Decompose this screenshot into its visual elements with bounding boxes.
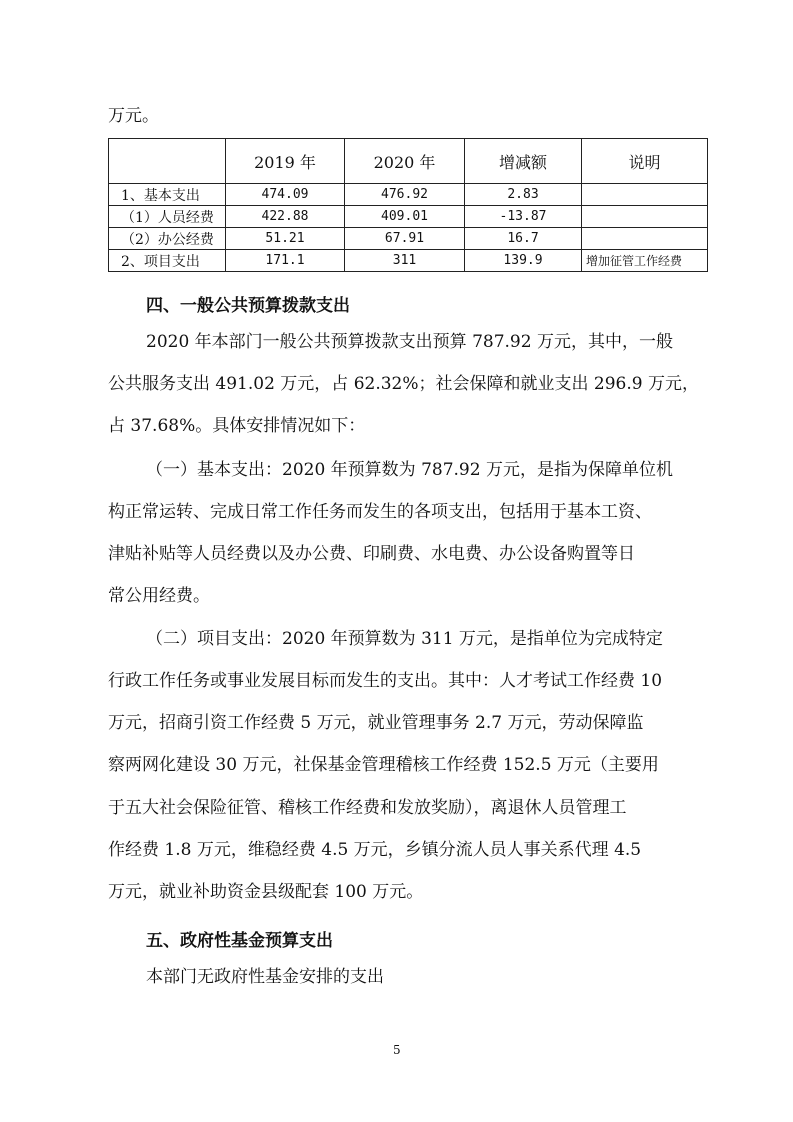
table-cell: 增加征管工作经费 [582, 250, 708, 272]
text-line: 行政工作任务或事业发展目标而发生的支出。其中：人才考试工作经费 10 [108, 671, 663, 691]
table-row [109, 206, 708, 228]
text-line: 本部门无政府性基金安排的支出 [146, 967, 384, 987]
budget-comparison-table [108, 138, 708, 272]
table-row [109, 250, 708, 272]
text-line: 常公用经费。 [108, 586, 210, 606]
text-line: 万元，招商引资工作经费 5 万元，就业管理事务 2.7 万元，劳动保障监 [108, 713, 644, 733]
table-cell: 67.91 [345, 228, 465, 250]
table-cell: 2、项目支出 [109, 250, 226, 272]
table-cell: 474.09 [226, 184, 345, 206]
section-heading: 五、政府性基金预算支出 [146, 931, 333, 951]
table-row [109, 228, 708, 250]
section-heading: 四、一般公共预算拨款支出 [146, 296, 350, 316]
text-line: （二）项目支出：2020 年预算数为 311 万元，是指单位为完成特定 [146, 629, 663, 649]
table-cell: 16.7 [465, 228, 582, 250]
text-line: 于五大社会保险征管、稽核工作经费和发放奖励），离退休人员管理工 [108, 798, 627, 818]
text-line: （一）基本支出：2020 年预算数为 787.92 万元，是指为保障单位机 [146, 460, 673, 480]
table-cell: -13.87 [465, 206, 582, 228]
table-cell [582, 184, 708, 206]
table-cell: 422.88 [226, 206, 345, 228]
table-cell: 311 [345, 250, 465, 272]
table-header-cell: 2020 年 [345, 139, 465, 184]
text-line: 作经费 1.8 万元，维稳经费 4.5 万元，乡镇分流人员人事关系代理 4.5 [108, 840, 642, 860]
text-line: 公共服务支出 491.02 万元，占 62.32%；社会保障和就业支出 296.9 万元， [108, 374, 699, 394]
table-cell: 51.21 [226, 228, 345, 250]
text-line: 察两网化建设 30 万元，社保基金管理稽核工作经费 152.5 万元（主要用 [108, 755, 659, 775]
table-cell: 409.01 [345, 206, 465, 228]
table-row [109, 184, 708, 206]
text-line: 津贴补贴等人员经费以及办公费、印刷费、水电费、办公设备购置等日 [108, 544, 635, 564]
table-cell: （1）人员经费 [109, 206, 226, 228]
table-cell: 1、基本支出 [109, 184, 226, 206]
table-header-cell: 2019 年 [226, 139, 345, 184]
table-cell: （2）办公经费 [109, 228, 226, 250]
table-cell: 476.92 [345, 184, 465, 206]
text-line: 2020 年本部门一般公共预算拨款支出预算 787.92 万元，其中，一般 [146, 332, 673, 352]
table-header-row [109, 139, 708, 184]
table-header-cell [109, 139, 226, 184]
table-cell: 2.83 [465, 184, 582, 206]
table-cell: 139.9 [465, 250, 582, 272]
text-line: 万元，就业补助资金县级配套 100 万元。 [108, 882, 424, 902]
page-number: 5 [393, 1043, 401, 1057]
text-line: 构正常运转、完成日常工作任务而发生的各项支出，包括用于基本工资、 [108, 502, 652, 522]
text-line: 占 37.68%。具体安排情况如下： [108, 416, 366, 436]
text-line: 万元。 [108, 106, 159, 126]
table-cell [582, 206, 708, 228]
table-header-cell: 增减额 [465, 139, 582, 184]
table-cell [582, 228, 708, 250]
table-cell: 171.1 [226, 250, 345, 272]
table-header-cell: 说明 [582, 139, 708, 184]
